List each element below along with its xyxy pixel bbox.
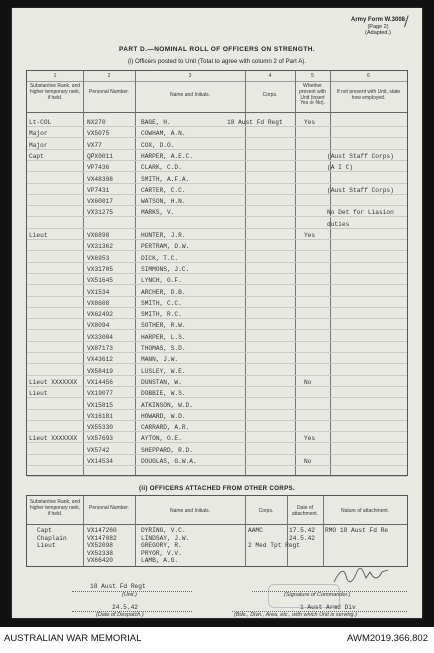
col-number-2: 2 bbox=[107, 73, 111, 79]
col-number-4: 4 bbox=[268, 73, 272, 79]
ruled-line bbox=[27, 205, 407, 206]
signature-caption: (Signature of Commander.) bbox=[284, 592, 351, 598]
section1-title: (i) Officers posted to Unit (Total to agree with column 2 of Part A). bbox=[127, 58, 307, 65]
officer-name: DOBBIE, W.S. bbox=[141, 390, 186, 398]
officer-name: MARKS, V. bbox=[141, 209, 175, 217]
attached-name: LINDSAY, J.W. bbox=[141, 534, 190, 542]
officer-name: SOTHER, R.W. bbox=[141, 322, 186, 330]
officer-number: VX31705 bbox=[87, 265, 113, 273]
attached-officers-table bbox=[26, 495, 408, 567]
officer-number: VX6898 bbox=[87, 232, 110, 239]
officer-number: VX19077 bbox=[87, 390, 113, 398]
ruled-line bbox=[27, 137, 407, 138]
attached-rank: Chaplain bbox=[37, 534, 67, 542]
officer-name: SMITH, R.C. bbox=[141, 311, 182, 319]
header-rank: Substantive Rank, and higher temporary rank, if held. bbox=[29, 83, 81, 101]
form-page-number: (Page 2) bbox=[367, 23, 389, 30]
attached-header-rank: Substantive Rank, and higher temporary rank, if held. bbox=[29, 499, 81, 517]
officer-number: VX48398 bbox=[87, 175, 113, 183]
date-caption: (Date of Despatch.) bbox=[96, 612, 144, 618]
attached-name: GREGORY, R. bbox=[141, 542, 182, 550]
ruled-line bbox=[27, 442, 407, 443]
officer-rank: Lieut bbox=[29, 390, 48, 398]
officer-name: HARPER, L.S. bbox=[141, 333, 186, 341]
officer-number: VX6953 bbox=[87, 254, 110, 262]
col-number-6: 6 bbox=[367, 73, 370, 79]
officer-number: VX14456 bbox=[87, 378, 113, 386]
attached-col-divider-3 bbox=[245, 496, 246, 566]
officer-name: THOMAS, S.D. bbox=[141, 345, 186, 352]
officer-name: HARPER, A.E.C. bbox=[141, 152, 193, 160]
officer-name: COWHAM, A.N. bbox=[141, 130, 186, 138]
officer-rank: Capt bbox=[29, 152, 44, 160]
officer-name: SMITH, A.F.A. bbox=[141, 175, 190, 183]
date-of-despatch-value: 24.5.42 bbox=[112, 604, 138, 611]
header-name: Name and Initials. bbox=[169, 92, 211, 98]
attached-col-divider-5 bbox=[323, 496, 324, 566]
officer-rank: Lieut XXXXXXX bbox=[29, 378, 78, 386]
attached-number: VX147082 bbox=[87, 534, 117, 542]
officer-name: COX, D.O. bbox=[141, 141, 175, 149]
part-title: PART D.—NOMINAL ROLL OF OFFICERS ON STRENGTH. bbox=[118, 46, 316, 53]
officer-name: DUNSTAN, W. bbox=[141, 378, 182, 386]
attached-col-divider-2 bbox=[135, 496, 136, 566]
officer-employment: (A I C) bbox=[327, 164, 353, 172]
unit-caption: (Unit.) bbox=[122, 592, 137, 598]
officer-name: ARCHER, D.B. bbox=[141, 288, 186, 296]
officer-rank: Lieut bbox=[29, 232, 48, 239]
ruled-line bbox=[27, 431, 407, 432]
attached-header-name: Name and Initials. bbox=[169, 508, 211, 514]
commander-signature bbox=[332, 566, 392, 588]
ruled-line bbox=[27, 329, 407, 330]
attached-header-date: Date of attachment. bbox=[291, 505, 319, 517]
officer-name: ATKINSON, W.D. bbox=[141, 401, 193, 409]
officer-number: VX5075 bbox=[87, 130, 110, 138]
officer-name: MANN, J.W. bbox=[141, 356, 179, 364]
ruled-line bbox=[27, 375, 407, 376]
formation-caption: (Bde., Divn., Area, etc., with which Unit is serving.) bbox=[234, 612, 357, 618]
attached-date: 17.5.42 bbox=[289, 527, 315, 534]
officer-employment: duties bbox=[327, 220, 350, 228]
officer-present: Yes bbox=[304, 119, 316, 126]
ruled-line bbox=[27, 149, 407, 150]
ruled-line bbox=[27, 318, 407, 319]
attached-number: VX66420 bbox=[87, 557, 113, 565]
attached-header-nature: Nature of attachment. bbox=[340, 508, 390, 514]
officer-number: VX15815 bbox=[87, 401, 113, 409]
officer-present: No bbox=[304, 458, 312, 465]
footer-credit: AUSTRALIAN WAR MEMORIAL bbox=[4, 633, 142, 644]
col-number-3: 3 bbox=[188, 73, 192, 79]
header-divider bbox=[27, 112, 407, 113]
attached-corps: AAMC bbox=[248, 527, 263, 534]
officer-name: CARTER, C.C. bbox=[141, 186, 186, 194]
header-corps: Corps. bbox=[262, 92, 278, 98]
officer-number: VX62492 bbox=[87, 311, 113, 319]
attached-rank: Lieut bbox=[37, 542, 56, 550]
ruled-line bbox=[27, 296, 407, 297]
section2-title: (ii) OFFICERS ATTACHED FROM OTHER CORPS. bbox=[139, 485, 295, 492]
attached-col-divider-1 bbox=[83, 496, 84, 566]
officer-rank: Lt-COL bbox=[29, 119, 52, 126]
officer-rank: Major bbox=[29, 141, 48, 149]
ruled-line bbox=[27, 126, 407, 127]
ruled-line bbox=[27, 454, 407, 455]
officer-name: LUSLEY, W.E. bbox=[141, 367, 186, 375]
attached-header-divider bbox=[27, 524, 407, 525]
ruled-line bbox=[27, 171, 407, 172]
officer-number: VX31275 bbox=[87, 209, 113, 217]
officer-number: VX5742 bbox=[87, 446, 110, 454]
officer-name: CLARK, C.D. bbox=[141, 164, 182, 172]
col-number-1: 1 bbox=[53, 73, 57, 79]
ruled-line bbox=[27, 160, 407, 161]
attached-name: DYRING, V.C. bbox=[141, 527, 186, 534]
officer-corps: 18 Aust Fd Regt bbox=[227, 119, 283, 126]
ruled-line bbox=[27, 239, 407, 240]
officer-name: HUNTER, J.R. bbox=[141, 232, 186, 239]
attached-date: 24.5.42 bbox=[289, 534, 315, 542]
ruled-line bbox=[27, 476, 407, 477]
officer-name: SHEPPARD, R.D. bbox=[141, 446, 193, 454]
officer-name: SIMMONS, J.C. bbox=[141, 265, 190, 273]
officer-name: HOWARD, W.D. bbox=[141, 412, 186, 420]
ruled-line bbox=[27, 386, 407, 387]
officer-number: QPX0011 bbox=[87, 152, 113, 160]
unit-value: 18 Aust Fd Regt bbox=[90, 583, 146, 590]
officer-name: BAGE, H. bbox=[141, 119, 171, 126]
officer-number: VX31362 bbox=[87, 243, 113, 251]
officer-number: VX60017 bbox=[87, 198, 113, 206]
ruled-line bbox=[27, 262, 407, 263]
ruled-line bbox=[27, 465, 407, 466]
header-personal-number: Personal Number. bbox=[88, 89, 130, 95]
attached-name: LAMB, A.G. bbox=[141, 557, 179, 565]
officer-name: PERTRAM, D.W. bbox=[141, 243, 190, 251]
ruled-line bbox=[27, 183, 407, 184]
officer-name: DOUGLAS, G.W.A. bbox=[141, 458, 197, 465]
attached-rank: Capt bbox=[37, 527, 52, 534]
ruled-line bbox=[27, 250, 407, 251]
ruled-line bbox=[27, 420, 407, 421]
header-whether-present: Whether present with Unit (insert Yes or No). bbox=[299, 83, 326, 107]
officer-number: VX77 bbox=[87, 141, 102, 149]
officer-name: LYNCH, G.F. bbox=[141, 277, 182, 285]
formation-value: 1 Aust Armd Div bbox=[300, 604, 356, 611]
attached-number: VX52338 bbox=[87, 549, 113, 557]
attached-header-number: Personal Number. bbox=[88, 505, 130, 511]
officer-number: VX16181 bbox=[87, 412, 113, 420]
form-page bbox=[12, 8, 422, 618]
ruled-line bbox=[27, 352, 407, 353]
officer-name: SMITH, C.C. bbox=[141, 299, 182, 307]
col-number-divider bbox=[27, 81, 407, 82]
officer-name: WATSON, H.N. bbox=[141, 198, 186, 206]
officer-employment: No Det for Liasion bbox=[327, 209, 394, 217]
pencil-mark-icon: / bbox=[404, 14, 409, 30]
attached-number: VX147260 bbox=[87, 527, 117, 534]
officer-number: VX8094 bbox=[87, 322, 110, 330]
col-number-5: 5 bbox=[311, 73, 314, 79]
footer-accession-number: AWM2019.366.802 bbox=[347, 633, 428, 644]
attached-name: PRYOR, V.V. bbox=[141, 549, 182, 557]
officer-number: VX55330 bbox=[87, 424, 113, 432]
officer-number: VX33004 bbox=[87, 333, 113, 341]
officer-number: VX8608 bbox=[87, 299, 110, 307]
officer-name: AYTON, O.E. bbox=[141, 435, 182, 443]
form-number: Army Form W.3008 bbox=[350, 17, 406, 23]
officer-employment: (Aust Staff Corps) bbox=[327, 186, 394, 194]
officer-number: VX58419 bbox=[87, 367, 113, 375]
officer-name: DICK, T.C. bbox=[141, 254, 179, 262]
officers-on-strength-table bbox=[26, 70, 408, 476]
officer-rank: Major bbox=[29, 130, 48, 138]
ruled-line bbox=[27, 216, 407, 217]
ruled-line bbox=[27, 284, 407, 285]
officer-employment: (Aust Staff Corps) bbox=[327, 152, 394, 160]
officer-name: CARRARD, A.R. bbox=[141, 424, 190, 432]
officer-present: Yes bbox=[304, 435, 316, 443]
ruled-line bbox=[27, 307, 407, 308]
officer-number: VP7431 bbox=[87, 186, 110, 194]
ruled-line bbox=[27, 397, 407, 398]
header-not-present: If not present with Unit, state how employed. bbox=[336, 89, 401, 101]
attached-corps: 2 Med Tpt Regt bbox=[248, 542, 300, 550]
ruled-line bbox=[27, 194, 407, 195]
officer-number: VX43612 bbox=[87, 356, 113, 364]
ruled-line bbox=[27, 228, 407, 229]
ruled-line bbox=[27, 363, 407, 364]
officer-number: NX270 bbox=[87, 119, 106, 126]
attached-nature: RMO 18 Aust Fd Re bbox=[325, 527, 389, 534]
ruled-line bbox=[27, 273, 407, 274]
officer-number: VX87173 bbox=[87, 345, 113, 352]
ruled-line bbox=[27, 409, 407, 410]
officer-present: Yes bbox=[304, 232, 316, 239]
attached-number: VX52098 bbox=[87, 542, 113, 550]
officer-number: VX57693 bbox=[87, 435, 113, 443]
form-adapted: (Adapted.) bbox=[365, 30, 391, 36]
officer-number: VX14534 bbox=[87, 458, 113, 465]
officer-rank: Lieut XXXXXXX bbox=[29, 435, 78, 443]
officer-present: No bbox=[304, 378, 312, 386]
attached-header-corps: Corps. bbox=[258, 508, 274, 514]
officer-number: VX51645 bbox=[87, 277, 113, 285]
officer-number: VX1534 bbox=[87, 288, 110, 296]
officer-number: VP7436 bbox=[87, 164, 110, 172]
ruled-line bbox=[27, 341, 407, 342]
